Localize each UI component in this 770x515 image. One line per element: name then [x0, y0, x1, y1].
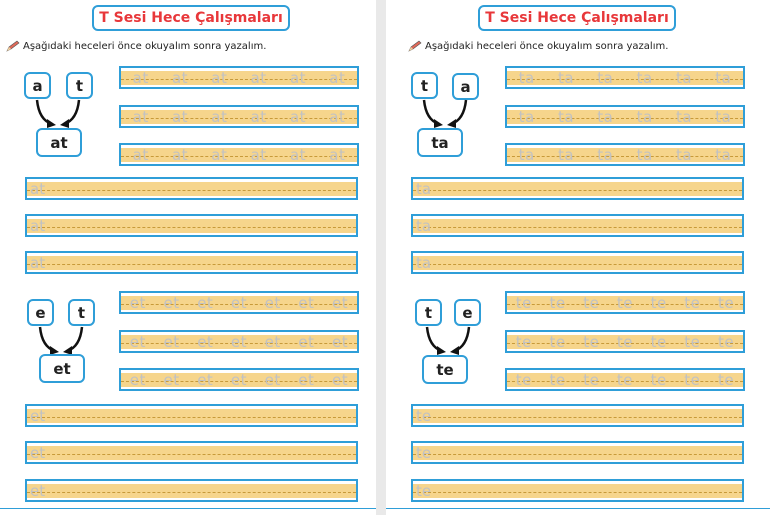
writing-line[interactable]: te	[411, 404, 744, 427]
writing-line[interactable]: at	[25, 251, 358, 274]
tracing-line[interactable]: at at at at at at	[119, 105, 359, 128]
writing-line[interactable]: te	[411, 479, 744, 502]
syllable-box: te	[422, 355, 468, 384]
instruction	[408, 40, 668, 52]
pencil-icon	[6, 40, 20, 52]
syllable-box: at	[36, 128, 82, 157]
letter-box: e	[27, 299, 54, 326]
letter-box: t	[411, 72, 438, 99]
tracing-line[interactable]: te te te te te te te	[505, 330, 745, 353]
page-title: T Sesi Hece Çalışmaları	[92, 5, 290, 31]
tracing-line[interactable]: te te te te te te te	[505, 368, 745, 391]
tracing-line[interactable]: et et et et et et et	[119, 330, 359, 353]
arrow-icon	[33, 325, 93, 355]
worksheet-page-left	[0, 0, 376, 515]
syllable-box: et	[39, 354, 85, 383]
writing-line[interactable]: et	[25, 404, 358, 427]
arrow-icon	[420, 325, 480, 355]
arrow-icon	[30, 98, 90, 128]
tracing-line[interactable]: ta ta ta ta ta ta	[505, 143, 745, 166]
letter-box: t	[68, 299, 95, 326]
writing-line[interactable]: at	[25, 177, 358, 200]
writing-line[interactable]: et	[25, 479, 358, 502]
arrow-icon	[417, 98, 477, 128]
tracing-line[interactable]: at at at at at at	[119, 66, 359, 89]
letter-box: e	[454, 299, 481, 326]
tracing-line[interactable]: at at at at at at	[119, 143, 359, 166]
worksheet-page-right	[386, 0, 770, 515]
writing-line[interactable]: ta	[411, 214, 744, 237]
letter-box: t	[415, 299, 442, 326]
writing-line[interactable]: at	[25, 214, 358, 237]
writing-line[interactable]: ta	[411, 177, 744, 200]
letter-box: a	[24, 72, 51, 99]
instruction-text: Aşağıdaki heceleri önce okuyalım sonra yazalım.	[23, 40, 267, 52]
writing-line[interactable]: et	[25, 441, 358, 464]
tracing-line[interactable]: ta ta ta ta ta ta	[505, 66, 745, 89]
tracing-line[interactable]: et et et et et et et	[119, 291, 359, 314]
page-title: T Sesi Hece Çalışmaları	[478, 5, 676, 31]
page-footer	[386, 508, 770, 515]
tracing-line[interactable]: et et et et et et et	[119, 368, 359, 391]
instruction-text: Aşağıdaki heceleri önce okuyalım sonra yazalım.	[425, 40, 669, 52]
writing-line[interactable]: te	[411, 441, 744, 464]
tracing-line[interactable]: te te te te te te te	[505, 291, 745, 314]
letter-box: a	[452, 73, 479, 100]
pencil-icon	[408, 40, 422, 52]
tracing-line[interactable]: ta ta ta ta ta ta	[505, 105, 745, 128]
writing-line[interactable]: ta	[411, 251, 744, 274]
instruction	[6, 40, 266, 52]
letter-box: t	[66, 72, 93, 99]
page-footer	[0, 508, 376, 515]
syllable-box: ta	[417, 128, 463, 157]
